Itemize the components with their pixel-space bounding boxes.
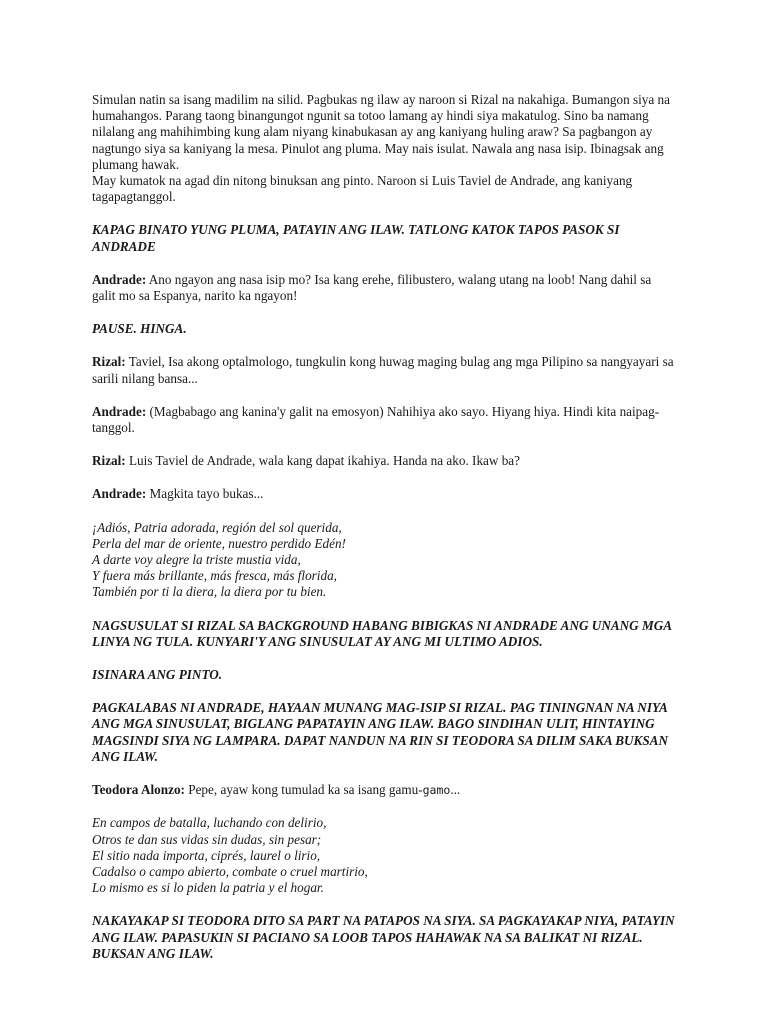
dialogue-text: (Magbabago ang kanina'y galit na emosyon) Nahihiya ako sayo. Hiyang hiya. Hindi kita naipag-tanggol.	[92, 403, 660, 436]
dialogue-text-mono: gamo	[422, 783, 451, 798]
stage-direction-3: NAGSUSULAT SI RIZAL SA BACKGROUND HABANG BIBIGKAS NI ANDRADE ANG UNANG MGA LINYA NG TULA. KUNYARI'Y ANG SINUSULAT AY ANG MI ULTIMO ADIOS.	[92, 617, 672, 649]
speaker-name: Rizal:	[92, 354, 126, 370]
poem-line: A darte voy alegre la triste mustia vida,	[92, 552, 301, 568]
poem-line: ¡Adiós, Patria adorada, región del sol querida,	[92, 519, 342, 535]
dialogue-andrade-2	[92, 404, 676, 436]
poem-line: También por ti la diera, la diera por tu bien.	[92, 584, 327, 600]
intro-paragraph-1: Simulan natin sa isang madilim na silid. Pagbukas ng ilaw ay naroon si Rizal na nakahiga. Bumangon siya na humahangos. Parang taong binangungot ngunit sa totoo lamang ay hindi siya makatulog. Sino ba namang nilalang ang mahihimbing kung alam niyang kinabukasan ay ang kaniyang huling araw? Sa pagbangon ay nagtungo siya sa kaniyang la mesa. Pinulot ang pluma. May nais isulat. Nawala ang nasa isip. Ibinagsak ang plumang hawak.	[92, 92, 670, 172]
stage-direction-6: NAKAYAKAP SI TEODORA DITO SA PART NA PATAPOS NA SIYA. SA PAGKAYAKAP NIYA, PATAYIN ANG ILAW. PAPASUKIN SI PACIANO SA LOOB TAPOS HAHAWAK NA SA BALIKAT NI RIZAL. BUKSAN ANG ILAW.	[92, 913, 675, 961]
dialogue-text: Taviel, Isa akong optalmologo, tungkulin kong huwag maging bulag ang mga Pilipino sa nangyayari sa sarili nilang bansa...	[92, 354, 674, 386]
poem-line: El sitio nada importa, ciprés, laurel o lirio,	[92, 847, 321, 863]
speaker-name: Andrade:	[92, 403, 147, 419]
dialogue-text-tail: ...	[450, 782, 461, 798]
dialogue-rizal-1	[92, 354, 676, 386]
dialogue-andrade-1	[92, 272, 676, 304]
dialogue-text: Magkita tayo bukas...	[146, 486, 264, 502]
speaker-name: Rizal:	[92, 453, 126, 469]
dialogue-text: Luis Taviel de Andrade, wala kang dapat ikahiya. Handa na ako. Ikaw ba?	[125, 453, 521, 469]
dialogue-andrade-3	[92, 486, 676, 502]
poem-line: Cadalso o campo abierto, combate o cruel martirio,	[92, 863, 368, 879]
dialogue-teodora-1	[92, 782, 676, 798]
stage-direction-5: PAGKALABAS NI ANDRADE, HAYAAN MUNANG MAG-ISIP SI RIZAL. PAG TININGNAN NA NIYA ANG MGA SINUSULAT, BIGLANG PAPATAYIN ANG ILAW. BAGO SINDIHAN ULIT, HINTAYING MAGSINDI SIYA NG LAMPARA. DAPAT NANDUN NA RIN SI TEODORA SA DILIM SAKA BUKSAN ANG ILAW.	[92, 700, 669, 764]
dialogue-text: Ano ngayon ang nasa isip mo? Isa kang erehe, filibustero, walang utang na loob! Nang dahil sa galit mo sa Espanya, narito ka ngayon!	[92, 271, 652, 304]
poem-line: Perla del mar de oriente, nuestro perdido Edén!	[92, 535, 346, 551]
stage-direction-1: KAPAG BINATO YUNG PLUMA, PATAYIN ANG ILAW. TATLONG KATOK TAPOS PASOK SI ANDRADE	[92, 222, 620, 254]
poem-line: Lo mismo es si lo piden la patria y el hogar.	[92, 880, 324, 896]
speaker-name: Teodora Alonzo:	[92, 782, 185, 798]
poem-line: Otros te dan sus vidas sin dudas, sin pesar;	[92, 831, 322, 847]
poem-stanza-1	[92, 520, 676, 601]
poem-line: Y fuera más brillante, más fresca, más florida,	[92, 568, 337, 584]
speaker-name: Andrade:	[92, 486, 147, 502]
dialogue-rizal-2	[92, 453, 676, 469]
stage-direction-2: PAUSE. HINGA.	[92, 321, 187, 337]
poem-stanza-2	[92, 815, 676, 896]
stage-direction-4: ISINARA ANG PINTO.	[92, 667, 223, 683]
dialogue-text: Pepe, ayaw kong tumulad ka sa isang gamu-	[184, 782, 423, 798]
poem-line: En campos de batalla, luchando con delirio,	[92, 815, 327, 831]
speaker-name: Andrade:	[92, 271, 147, 287]
intro-paragraph-2: May kumatok na agad din nitong binuksan ang pinto. Naroon si Luis Taviel de Andrade, ang kaniyang tagapagtanggol.	[92, 173, 633, 205]
